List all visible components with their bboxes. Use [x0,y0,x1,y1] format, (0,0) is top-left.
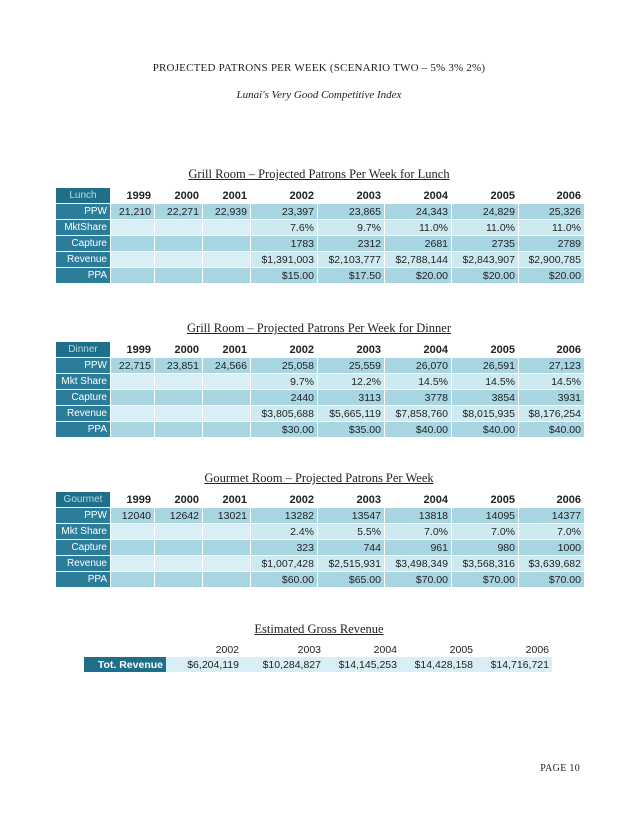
table-cell: 744 [318,540,385,556]
year-header-cell: 2004 [385,342,452,358]
table-cell: 11.0% [385,220,452,236]
table-cell: 3778 [385,390,452,406]
year-header-cell: 2005 [452,342,519,358]
row-label: Revenue [56,406,111,422]
table-cell: 2789 [519,236,585,252]
table-row [56,540,585,556]
table-cell: $17.50 [318,268,385,284]
page-title: PROJECTED PATRONS PER WEEK (SCENARIO TWO – 5% 3% 2%) [152,62,486,74]
table-cell [155,524,203,540]
row-label: PPA [56,422,111,438]
year-header-cell: 2002 [251,342,318,358]
table-cell: $2,900,785 [519,252,585,268]
table-cell: $5,665,119 [318,406,385,422]
table-cell: 14.5% [519,374,585,390]
table-cell: $20.00 [519,268,585,284]
gross-year-cell: 2002 [166,642,242,657]
dinner-table [55,341,585,438]
lunch-table-title: Grill Room – Projected Patrons Per Week for Lunch [188,167,450,181]
gross-revenue-corner [84,642,166,657]
table-cell: 25,559 [318,358,385,374]
table-cell: 11.0% [452,220,519,236]
table-row [56,252,585,268]
table-corner-label: Gourmet [56,492,111,508]
table-cell [203,252,251,268]
table-row [56,422,585,438]
table-cell: 24,566 [203,358,251,374]
table-cell: 3854 [452,390,519,406]
gross-year-cell: 2005 [400,642,476,657]
table-cell: $2,103,777 [318,252,385,268]
table-cell: 5.5% [318,524,385,540]
table-corner-label: Lunch [56,188,111,204]
table-cell: 23,851 [155,358,203,374]
row-label: Mkt Share [56,524,111,540]
row-label: Capture [56,390,111,406]
table-cell: 2735 [452,236,519,252]
table-cell: $8,176,254 [519,406,585,422]
table-cell [155,422,203,438]
table-cell: 9.7% [318,220,385,236]
gross-revenue-value-row [84,657,552,672]
row-label: PPA [56,572,111,588]
table-cell: 22,271 [155,204,203,220]
table-cell [111,406,155,422]
gross-value-cell: $6,204,119 [166,657,242,672]
table-cell: 22,715 [111,358,155,374]
table-cell: 961 [385,540,452,556]
table-cell [111,236,155,252]
table-cell: 24,829 [452,204,519,220]
table-cell [203,524,251,540]
table-cell [155,374,203,390]
gross-value-cell: $14,145,253 [324,657,400,672]
table-cell: 7.0% [519,524,585,540]
year-header-cell: 2006 [519,188,585,204]
gross-revenue-title: Estimated Gross Revenue [254,622,384,636]
table-cell: 2681 [385,236,452,252]
table-cell [111,540,155,556]
table-cell: 13818 [385,508,452,524]
table-cell: $70.00 [452,572,519,588]
table-cell: 3931 [519,390,585,406]
gross-revenue-year-row [84,642,552,657]
table-row [56,508,585,524]
table-cell: 25,326 [519,204,585,220]
table-cell: 11.0% [519,220,585,236]
gross-value-cell: $10,284,827 [242,657,324,672]
year-header-cell: 2001 [203,188,251,204]
table-cell: $2,515,931 [318,556,385,572]
table-cell [203,236,251,252]
table-cell: 14377 [519,508,585,524]
gross-year-cell: 2004 [324,642,400,657]
table-cell: 1783 [251,236,318,252]
lunch-table-body [56,188,585,284]
row-label: MktShare [56,220,111,236]
row-label: PPW [56,204,111,220]
table-cell: 12642 [155,508,203,524]
table-cell [111,268,155,284]
table-cell: 12.2% [318,374,385,390]
total-revenue-label: Tot. Revenue [84,657,166,672]
table-cell: $20.00 [452,268,519,284]
year-header-row [56,342,585,358]
table-row [56,572,585,588]
table-cell: $15.00 [251,268,318,284]
table-cell: $3,498,349 [385,556,452,572]
table-cell: $70.00 [519,572,585,588]
table-cell: 23,397 [251,204,318,220]
table-row [56,268,585,284]
gross-value-cell: $14,716,721 [476,657,552,672]
year-header-cell: 2006 [519,492,585,508]
table-cell [111,374,155,390]
table-cell: $3,568,316 [452,556,519,572]
table-cell [155,252,203,268]
table-cell: $40.00 [452,422,519,438]
dinner-table-body [56,342,585,438]
gross-year-cell: 2003 [242,642,324,657]
row-label: Capture [56,236,111,252]
table-cell [203,268,251,284]
gross-year-cell: 2006 [476,642,552,657]
table-cell [203,572,251,588]
dinner-table-title: Grill Room – Projected Patrons Per Week for Dinner [187,321,451,335]
table-cell: 14.5% [385,374,452,390]
year-header-cell: 2000 [155,492,203,508]
table-row [56,374,585,390]
row-label: PPA [56,268,111,284]
table-cell [155,572,203,588]
year-header-cell: 2000 [155,188,203,204]
table-cell: $3,639,682 [519,556,585,572]
table-cell: 25,058 [251,358,318,374]
table-row [56,204,585,220]
year-header-cell: 2001 [203,492,251,508]
table-row [56,358,585,374]
table-cell [111,252,155,268]
gross-value-cell: $14,428,158 [400,657,476,672]
table-cell: 13021 [203,508,251,524]
table-row [56,220,585,236]
table-cell: 22,939 [203,204,251,220]
table-cell [155,268,203,284]
table-cell: $65.00 [318,572,385,588]
gross-revenue-table [84,642,552,672]
table-cell: $40.00 [385,422,452,438]
table-cell: $8,015,935 [452,406,519,422]
table-cell [203,390,251,406]
table-row [56,524,585,540]
table-cell [111,556,155,572]
gourmet-table [55,491,585,588]
table-cell [203,422,251,438]
table-cell: 26,070 [385,358,452,374]
row-label: Revenue [56,252,111,268]
year-header-cell: 1999 [111,492,155,508]
table-cell: $60.00 [251,572,318,588]
year-header-cell: 2005 [452,492,519,508]
table-cell: 21,210 [111,204,155,220]
year-header-row [56,492,585,508]
table-cell: 14.5% [452,374,519,390]
table-row [56,390,585,406]
table-cell: 2440 [251,390,318,406]
gourmet-table-body [56,492,585,588]
table-cell [203,220,251,236]
table-cell: 23,865 [318,204,385,220]
table-cell: $2,788,144 [385,252,452,268]
table-cell: $20.00 [385,268,452,284]
table-cell [111,572,155,588]
table-cell: $3,805,688 [251,406,318,422]
table-cell: 7.0% [385,524,452,540]
table-cell: $7,858,760 [385,406,452,422]
row-label: PPW [56,508,111,524]
table-cell: 13282 [251,508,318,524]
table-cell: $1,007,428 [251,556,318,572]
table-cell [203,406,251,422]
table-cell: $1,391,003 [251,252,318,268]
table-cell [155,236,203,252]
table-corner-label: Dinner [56,342,111,358]
page-subtitle: Lunai's Very Good Competitive Index [236,89,402,101]
year-header-cell: 2006 [519,342,585,358]
table-cell: $70.00 [385,572,452,588]
table-row [56,406,585,422]
table-row [56,556,585,572]
table-cell [111,422,155,438]
table-cell: 980 [452,540,519,556]
table-cell: 27,123 [519,358,585,374]
row-label: Revenue [56,556,111,572]
table-cell [111,524,155,540]
table-cell: 2.4% [251,524,318,540]
table-row [56,236,585,252]
gourmet-table-title: Gourmet Room – Projected Patrons Per Week [204,471,434,485]
year-header-cell: 1999 [111,188,155,204]
year-header-cell: 2003 [318,188,385,204]
table-cell [155,390,203,406]
table-cell: $35.00 [318,422,385,438]
table-cell [111,220,155,236]
year-header-cell: 2002 [251,492,318,508]
table-cell: 9.7% [251,374,318,390]
table-cell: $30.00 [251,422,318,438]
year-header-row [56,188,585,204]
row-label: Capture [56,540,111,556]
year-header-cell: 2003 [318,492,385,508]
page-number: PAGE 10 [540,763,580,774]
table-cell: 12040 [111,508,155,524]
table-cell: 323 [251,540,318,556]
year-header-cell: 2004 [385,188,452,204]
table-cell: 3113 [318,390,385,406]
row-label: Mkt Share [56,374,111,390]
table-cell [155,556,203,572]
table-cell: 2312 [318,236,385,252]
table-cell [155,540,203,556]
year-header-cell: 2005 [452,188,519,204]
year-header-cell: 1999 [111,342,155,358]
table-cell [203,374,251,390]
table-cell [203,540,251,556]
table-cell: 7.0% [452,524,519,540]
table-cell: $2,843,907 [452,252,519,268]
year-header-cell: 2002 [251,188,318,204]
year-header-cell: 2001 [203,342,251,358]
row-label: PPW [56,358,111,374]
table-cell: 24,343 [385,204,452,220]
table-cell [155,406,203,422]
table-cell [203,556,251,572]
table-cell: 13547 [318,508,385,524]
year-header-cell: 2000 [155,342,203,358]
year-header-cell: 2004 [385,492,452,508]
table-cell: 7.6% [251,220,318,236]
table-cell [155,220,203,236]
table-cell: 14095 [452,508,519,524]
table-cell [111,390,155,406]
table-cell: 1000 [519,540,585,556]
lunch-table [55,187,585,284]
table-cell: 26,591 [452,358,519,374]
table-cell: $40.00 [519,422,585,438]
year-header-cell: 2003 [318,342,385,358]
